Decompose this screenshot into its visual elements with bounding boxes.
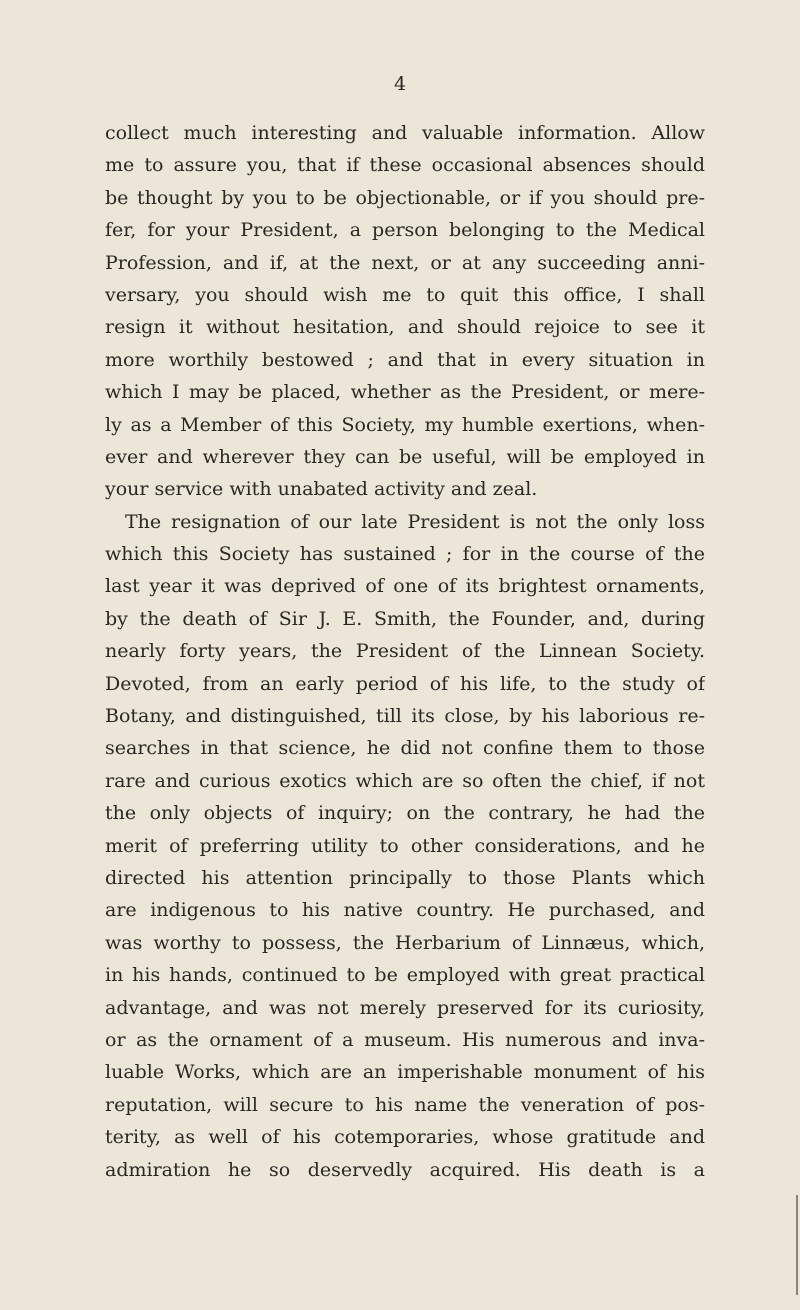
text-line: admiration he so deservedly acquired. His death is a [105, 1158, 705, 1181]
text-line: the only objects of inquiry; on the contrary, he had the [105, 802, 705, 825]
text-line: Profession, and if, at the next, or at any succeeding anni- [105, 251, 705, 274]
text-line: collect much interesting and valuable information. Allow [105, 122, 705, 144]
text-line: are indigenous to his native country. He purchased, and [105, 899, 705, 922]
text-line: more worthily bestowed ; and that in every situation in [105, 348, 705, 371]
text-line: was worthy to possess, the Herbarium of Linnæus, which, [105, 931, 705, 954]
text-line: nearly forty years, the President of the Linnean Society. [105, 640, 705, 663]
text-line: me to assure you, that if these occasional absences should [105, 154, 705, 177]
text-line: Devoted, from an early period of his life, to the study of [105, 672, 705, 695]
text-line: your service with unabated activity and zeal. [105, 478, 538, 501]
text-line: ever and wherever they can be useful, will be employed in [105, 445, 705, 468]
text-line: last year it was deprived of one of its brightest ornaments, [105, 575, 705, 598]
page-edge-mark [796, 1195, 798, 1295]
text-line: Botany, and distinguished, till its close, by his laborious re- [105, 705, 705, 728]
text-line: The resignation of our late President is not the only loss [125, 510, 705, 533]
text-line: rare and curious exotics which are so often the chief, if not [105, 769, 705, 792]
text-line: by the death of Sir J. E. Smith, the Founder, and, during [105, 607, 705, 630]
text-line: merit of preferring utility to other considerations, and he [105, 834, 705, 857]
text-line: reputation, will secure to his name the veneration of pos- [105, 1093, 705, 1116]
text-line: in his hands, continued to be employed with great practical [105, 964, 705, 987]
text-line: which this Society has sustained ; for in the course of the [105, 543, 705, 566]
text-line: be thought by you to be objectionable, or if you should pre- [105, 186, 705, 209]
text-line: or as the ornament of a museum. His numerous and inva- [105, 1028, 705, 1051]
text-line: fer, for your President, a person belonging to the Medical [105, 219, 705, 242]
text-line: which I may be placed, whether as the President, or mere- [105, 381, 705, 404]
text-line: resign it without hesitation, and should rejoice to see it [105, 316, 705, 339]
page-number: 4 [393, 73, 407, 95]
text-line: versary, you should wish me to quit this office, I shall [105, 283, 705, 306]
text-line: directed his attention principally to those Plants which [105, 866, 705, 889]
text-line: advantage, and was not merely preserved for its curiosity, [105, 996, 705, 1019]
text-line: luable Works, which are an imperishable monument of his [105, 1061, 705, 1084]
text-line: ly as a Member of this Society, my humble exertions, when- [105, 413, 705, 436]
text-line: searches in that science, he did not confine them to those [105, 737, 705, 760]
body-text [105, 117, 705, 1186]
text-line: terity, as well of his cotemporaries, whose gratitude and [105, 1126, 705, 1149]
